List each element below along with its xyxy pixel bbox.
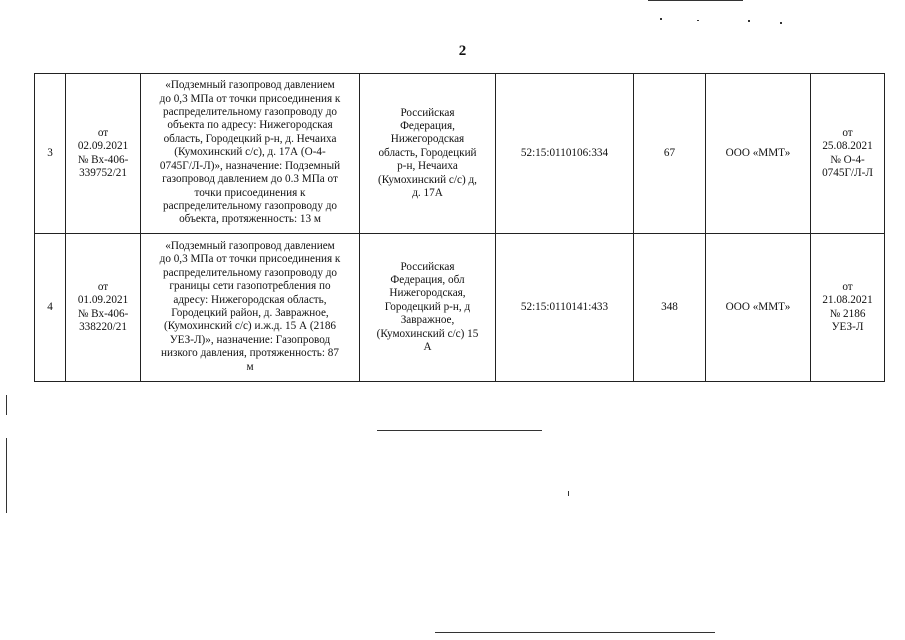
object-description-line: распределительному газопроводу до <box>162 266 338 279</box>
object-address-line: Федерация, обл <box>390 273 465 286</box>
scan-artifact <box>6 438 7 513</box>
owner-name-line: ООО «ММТ» <box>725 300 791 313</box>
incoming-reference-line: № Вх-406- <box>77 153 129 166</box>
permit-reference-line: 25.08.2021 <box>822 140 873 153</box>
object-description-line: (Кумохинский с/с), д. 17А (О-4- <box>174 146 326 159</box>
permit-reference <box>811 74 885 234</box>
row-index <box>35 74 66 234</box>
row-index <box>35 234 66 382</box>
incoming-reference-line: 01.09.2021 <box>77 294 129 307</box>
object-address-line: Федерация, <box>400 119 455 132</box>
object-description-line: до 0,3 МПа от точки присоединения к <box>159 92 341 105</box>
row-index-line: 3 <box>47 146 53 159</box>
object-address-line: р-н, Нечаиха <box>397 160 458 173</box>
owner-name <box>706 234 811 382</box>
scan-artifact <box>660 18 662 20</box>
object-description-line: УЕЗ-Л)», назначение: Газопровод <box>169 333 331 346</box>
object-description-line: область, Городецкий р-н, д. Нечаиха <box>163 132 337 145</box>
object-address-line: Завражное, <box>400 314 455 327</box>
scan-artifact <box>568 491 569 496</box>
permit-reference-line: от <box>842 280 853 293</box>
object-description-line: объекта, протяженность: 13 м <box>179 213 321 226</box>
object-description-line: объекта по адресу: Нижегородская <box>167 119 333 132</box>
object-description-line: «Подземный газопровод давлением <box>165 79 335 92</box>
object-description-line: 0745Г/Л-Л)», назначение: Подземный <box>159 159 341 172</box>
object-description-line: газопровод давлением до 0.3 МПа от <box>162 173 338 186</box>
object-address-line: Городецкий р-н, д <box>384 300 471 313</box>
incoming-reference-line: 338220/21 <box>79 320 127 333</box>
incoming-reference-line: от <box>97 280 109 293</box>
permit-reference-line: 0745Г/Л-Л <box>822 166 873 179</box>
incoming-reference-line: 339752/21 <box>79 166 127 179</box>
permit-reference <box>811 234 885 382</box>
cadastral-number <box>496 74 634 234</box>
object-description-line: распределительному газопроводу до <box>162 106 338 119</box>
permit-reference-line: УЕЗ-Л <box>831 320 864 333</box>
object-description-line: м <box>246 360 254 373</box>
object-address <box>360 74 496 234</box>
object-description-line: (Кумохинский с/с) и.ж.д. 15 А (2186 <box>163 320 337 333</box>
cadastral-number <box>496 234 634 382</box>
object-description-line: точки присоединения к <box>194 186 306 199</box>
scan-artifact <box>780 22 782 24</box>
scan-artifact <box>748 20 750 22</box>
length-value <box>634 234 706 382</box>
permit-reference-line: от <box>842 126 853 139</box>
page-number: 2 <box>458 43 467 59</box>
scan-artifact <box>697 20 699 21</box>
incoming-reference-line: 02.09.2021 <box>77 140 129 153</box>
scan-artifact <box>648 0 743 1</box>
table-row <box>35 234 885 382</box>
object-address-line: Нижегородская, <box>389 287 466 300</box>
scan-artifact <box>6 395 7 415</box>
table-row <box>35 74 885 234</box>
object-description-line: адресу: Нижегородская область, <box>173 293 327 306</box>
object-description-line: «Подземный газопровод давлением <box>165 239 335 252</box>
object-address-line: А <box>423 341 432 354</box>
object-address-line: д. 17А <box>412 187 443 200</box>
incoming-reference <box>66 74 141 234</box>
incoming-reference-line: № Вх-406- <box>77 307 129 320</box>
permit-reference-line: 21.08.2021 <box>822 294 873 307</box>
object-description-line: до 0,3 МПа от точки присоединения к <box>159 253 341 266</box>
cadastral-number-line: 52:15:0110141:433 <box>520 300 609 313</box>
scan-artifact <box>435 632 715 633</box>
separator-line <box>377 430 542 431</box>
length-value-line: 67 <box>663 146 676 159</box>
permit-reference-line: № О-4- <box>830 153 865 166</box>
object-address-line: Российская <box>400 106 455 119</box>
length-value <box>634 74 706 234</box>
incoming-reference-line: от <box>97 126 109 139</box>
object-address-line: область, Городецкий <box>378 146 477 159</box>
object-description-line: низкого давления, протяженность: 87 <box>161 347 339 360</box>
length-value-line: 348 <box>661 300 678 313</box>
object-description <box>141 74 360 234</box>
permit-reference-line: № 2186 <box>829 307 866 320</box>
owner-name <box>706 74 811 234</box>
object-address-line: Российская <box>400 260 455 273</box>
owner-name-line: ООО «ММТ» <box>725 146 791 159</box>
object-description <box>141 234 360 382</box>
object-address-line: Нижегородская <box>390 133 465 146</box>
cadastral-number-line: 52:15:0110106:334 <box>520 146 609 159</box>
object-description-line: Городецкий район, д. Завражное, <box>171 307 329 319</box>
object-address-line: (Кумохинский с/с) д, <box>378 173 477 186</box>
object-description-line: распределительному газопроводу до <box>162 199 338 212</box>
object-address-line: (Кумохинский с/с) 15 <box>376 327 479 340</box>
object-description-line: границы сети газопотребления по <box>169 280 331 293</box>
incoming-reference <box>66 234 141 382</box>
row-index-line: 4 <box>47 300 53 313</box>
registry-table <box>34 73 885 382</box>
object-address <box>360 234 496 382</box>
